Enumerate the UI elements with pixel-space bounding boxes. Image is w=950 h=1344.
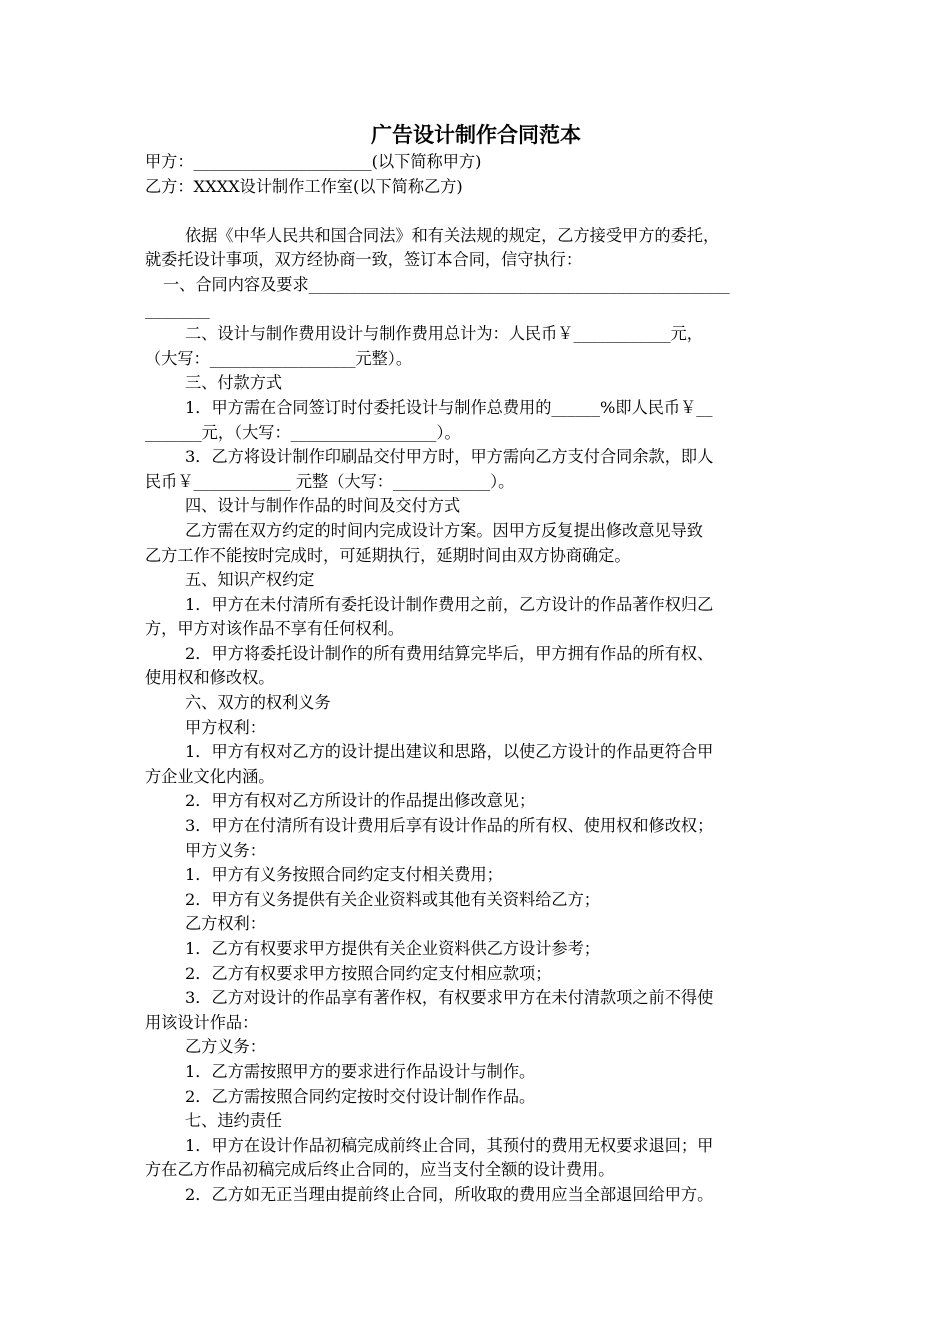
section-5-title: 五、知识产权约定 — [185, 570, 315, 590]
party-b-duty-1: 1．乙方需按照甲方的要求进行作品设计与制作。 — [185, 1061, 536, 1081]
section-5-item-1-line-1: 1．甲方在未付清所有委托设计制作费用之前，乙方设计的作品著作权归乙 — [185, 594, 714, 614]
section-7-item-1-line-2: 方在乙方作品初稿完成后终止合同的，应当支付全额的设计费用。 — [145, 1160, 615, 1180]
section-3-item-1-line-2: _______元，（大写：__________________）。 — [145, 422, 461, 442]
section-5-item-2-line-1: 2．甲方将委托设计制作的所有费用结算完毕后，甲方拥有作品的所有权、 — [185, 643, 714, 663]
party-a-line: 甲方：______________________(以下简称甲方) — [145, 152, 482, 171]
party-a-rights-title: 甲方权利： — [185, 717, 266, 737]
section-7-item-2: 2．乙方如无正当理由提前终止合同，所收取的费用应当全部退回给甲方。 — [185, 1184, 714, 1204]
party-a-right-1-line-1: 1．甲方有权对乙方的设计提出建议和思路，以使乙方设计的作品更符合甲 — [185, 742, 714, 762]
section-4-body-line-2: 乙方工作不能按时完成时，可延期执行，延期时间由双方协商确定。 — [145, 545, 631, 565]
section-6-title: 六、双方的权利义务 — [185, 693, 331, 713]
party-b-right-3-line-1: 3．乙方对设计的作品享有著作权，有权要求甲方在未付清款项之前不得使 — [185, 988, 714, 1008]
section-7-title: 七、违约责任 — [185, 1111, 283, 1131]
party-a-duty-2: 2．甲方有义务提供有关企业资料或其他有关资料给乙方； — [185, 889, 600, 909]
party-b-right-3-line-2: 用该设计作品： — [145, 1012, 259, 1032]
section-3-item-1-line-1: 1．甲方需在合同签订时付委托设计与制作总费用的______%即人民币￥__ — [185, 397, 713, 417]
section-4-body-line-1: 乙方需在双方约定的时间内完成设计方案。因甲方反复提出修改意见导致 — [185, 520, 703, 540]
party-b-rights-title: 乙方权利： — [185, 914, 266, 934]
document-title: 广告设计制作合同范本 — [371, 122, 581, 147]
party-a-right-3: 3．甲方在付清所有设计费用后享有设计作品的所有权、使用权和修改权； — [185, 816, 714, 836]
party-a-duties-title: 甲方义务： — [185, 840, 266, 860]
section-2-line-2: （大写：__________________元整）。 — [145, 348, 413, 368]
section-5-item-2-line-2: 使用权和修改权。 — [145, 668, 275, 688]
spacer — [145, 199, 807, 224]
section-1-line-2: ________ — [145, 299, 210, 319]
contract-document — [145, 120, 807, 1208]
party-b-right-1: 1．乙方有权要求甲方提供有关企业资料供乙方设计参考； — [185, 939, 600, 958]
party-b-right-2: 2．乙方有权要求甲方按照合同约定支付相应款项； — [185, 963, 552, 983]
party-a-duty-1: 1．甲方有义务按照合同约定支付相关费用； — [185, 865, 503, 885]
party-a-right-1-line-2: 方企业文化内涵。 — [145, 766, 275, 786]
section-3-item-3-line-2: 民币￥____________ 元整（大写：____________）。 — [145, 471, 515, 491]
party-b-duties-title: 乙方义务： — [185, 1037, 266, 1057]
section-7-item-1-line-1: 1．甲方在设计作品初稿完成前终止合同，其预付的费用无权要求退回；甲 — [185, 1135, 714, 1155]
intro-line-2: 就委托设计事项，双方经协商一致，签订本合同，信守执行： — [145, 250, 583, 270]
party-b-duty-2: 2．乙方需按照合同约定按时交付设计制作作品。 — [185, 1086, 536, 1106]
section-2-line-1: 二、设计与制作费用设计与制作费用总计为：人民币￥____________元， — [185, 324, 703, 344]
intro-line-1: 依据《中华人民共和国合同法》和有关法规的规定，乙方接受甲方的委托， — [185, 225, 720, 245]
party-a-right-2: 2．甲方有权对乙方所设计的作品提出修改意见； — [185, 791, 536, 811]
section-3-item-3-line-1: 3．乙方将设计制作印刷品交付甲方时，甲方需向乙方支付合同余款，即人 — [185, 447, 714, 467]
section-1-line-1: 一、合同内容及要求____________________________________________________ — [163, 274, 730, 294]
party-b-line: 乙方：XXXX设计制作工作室(以下简称乙方) — [145, 176, 463, 196]
section-4-title: 四、设计与制作作品的时间及交付方式 — [185, 496, 461, 516]
section-5-item-1-line-2: 方，甲方对该作品不享有任何权利。 — [145, 619, 404, 639]
section-3-title: 三、付款方式 — [185, 373, 283, 393]
